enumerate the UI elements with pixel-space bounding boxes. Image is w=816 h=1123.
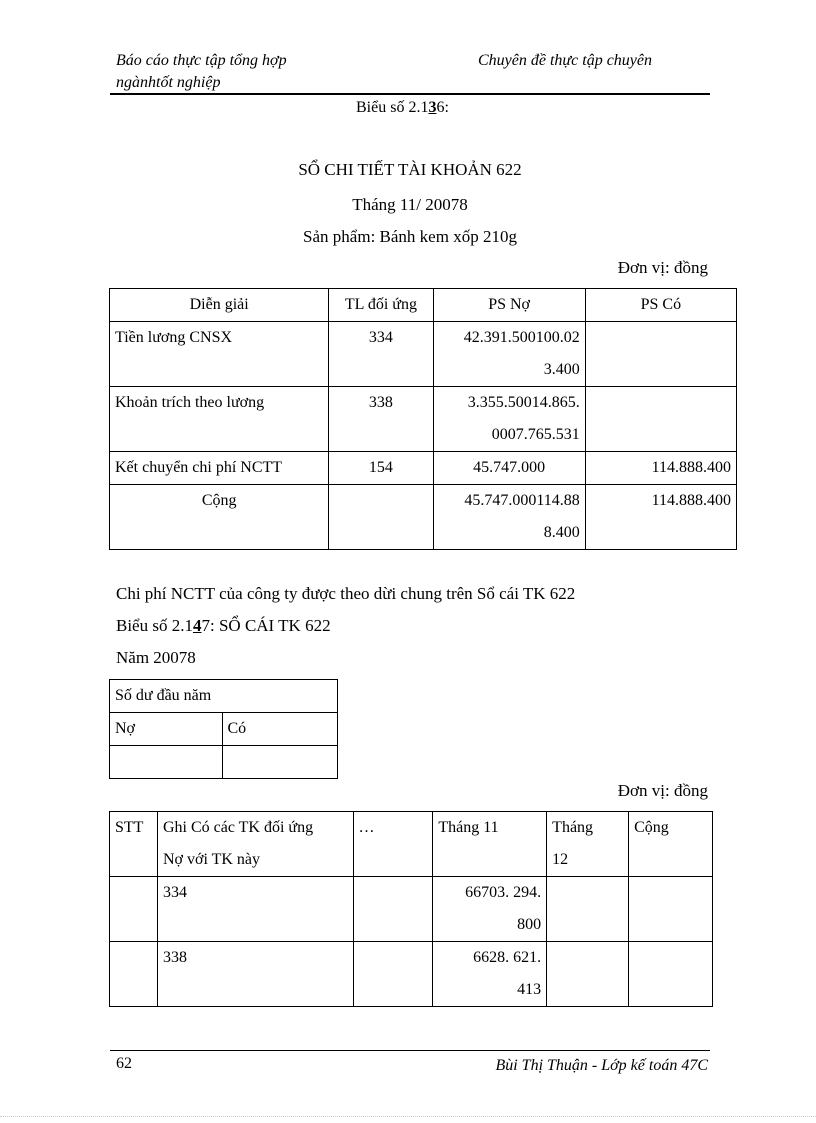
col-header-debit: PS Nợ bbox=[433, 289, 585, 322]
table-total-row bbox=[110, 485, 737, 550]
row-total bbox=[629, 942, 713, 1007]
table1-caption: Biểu số 2.136: bbox=[356, 99, 449, 116]
ledger-detail-table bbox=[109, 288, 737, 550]
row-credit bbox=[585, 322, 736, 387]
note-text: Chi phí NCTT của công ty được theo dừi chung trên Sổ cái TK 622 bbox=[116, 584, 576, 603]
row-debit: 42.391.500100.02 3.400 bbox=[433, 322, 585, 387]
row-dec bbox=[547, 942, 629, 1007]
col-header-acct: Ghi Có các TK đối ứng Nợ với TK này bbox=[157, 812, 353, 877]
page-edge-divider bbox=[0, 1116, 816, 1117]
row-credit bbox=[585, 387, 736, 452]
footer-rule bbox=[110, 1050, 710, 1051]
table2-caption: Biểu số 2.147: SỔ CÁI TK 622 bbox=[116, 616, 331, 635]
opening-balance-table bbox=[109, 679, 338, 779]
row-nov: 66703. 294. 800 bbox=[433, 877, 547, 942]
row-acct: 154 bbox=[329, 452, 433, 485]
header-rule bbox=[110, 93, 710, 95]
row-acct: 334 bbox=[157, 877, 353, 942]
footer-author: Bùi Thị Thuận - Lớp kế toán 47C bbox=[495, 1057, 708, 1074]
ledger-product: Sản phẩm: Bánh kem xốp 210g bbox=[303, 227, 517, 246]
col-header-stt: STT bbox=[110, 812, 158, 877]
row-total bbox=[629, 877, 713, 942]
table-row bbox=[110, 877, 713, 942]
row-desc: Cộng bbox=[110, 485, 329, 550]
col-header-acct: TL đối ứng bbox=[329, 289, 433, 322]
header-left-line1: Báo cáo thực tập tổng hợp bbox=[116, 52, 287, 69]
row-desc: Kết chuyển chi phí NCTT bbox=[110, 452, 329, 485]
ledger-month: Tháng 11/ 20078 bbox=[352, 195, 468, 214]
general-ledger-table bbox=[109, 811, 713, 1007]
row-nov: 6628. 621. 413 bbox=[433, 942, 547, 1007]
col-header-nov: Tháng 11 bbox=[433, 812, 547, 877]
ledger2-unit: Đơn vị: đồng bbox=[617, 781, 708, 800]
col-header-total: Cộng bbox=[629, 812, 713, 877]
row-acct: 338 bbox=[157, 942, 353, 1007]
table-row bbox=[110, 322, 737, 387]
ledger-unit: Đơn vị: đồng bbox=[617, 258, 708, 277]
table-row bbox=[110, 452, 737, 485]
row-dec bbox=[547, 877, 629, 942]
col-header-dec: Tháng 12 bbox=[547, 812, 629, 877]
opening-credit-label: Có bbox=[222, 713, 338, 746]
opening-debit-value bbox=[110, 746, 223, 779]
header-left-line2: ngànhtốt nghiệp bbox=[116, 74, 221, 91]
row-dots bbox=[353, 942, 433, 1007]
ledger-title: SỔ CHI TIẾT TÀI KHOẢN 622 bbox=[298, 160, 522, 179]
year-label: Năm 20078 bbox=[116, 648, 196, 667]
table-header-row bbox=[110, 812, 713, 877]
row-stt bbox=[110, 877, 158, 942]
row-stt bbox=[110, 942, 158, 1007]
page-number: 62 bbox=[116, 1055, 132, 1072]
row-acct: 338 bbox=[329, 387, 433, 452]
col-header-desc: Diễn giải bbox=[110, 289, 329, 322]
row-dots bbox=[353, 877, 433, 942]
row-debit: 45.747.000114.88 8.400 bbox=[433, 485, 585, 550]
table-row bbox=[110, 942, 713, 1007]
table-row bbox=[110, 387, 737, 452]
opening-title: Số dư đầu năm bbox=[110, 680, 338, 713]
col-header-dots: … bbox=[353, 812, 433, 877]
row-credit: 114.888.400 bbox=[585, 485, 736, 550]
row-credit: 114.888.400 bbox=[585, 452, 736, 485]
row-desc: Khoản trích theo lương bbox=[110, 387, 329, 452]
row-acct bbox=[329, 485, 433, 550]
row-acct: 334 bbox=[329, 322, 433, 387]
header-right: Chuyên đề thực tập chuyên bbox=[478, 52, 652, 69]
row-desc: Tiền lương CNSX bbox=[110, 322, 329, 387]
opening-debit-label: Nợ bbox=[110, 713, 223, 746]
row-debit: 45.747.000 bbox=[433, 452, 585, 485]
opening-credit-value bbox=[222, 746, 338, 779]
row-debit: 3.355.50014.865. 0007.765.531 bbox=[433, 387, 585, 452]
table-header-row bbox=[110, 289, 737, 322]
col-header-credit: PS Có bbox=[585, 289, 736, 322]
